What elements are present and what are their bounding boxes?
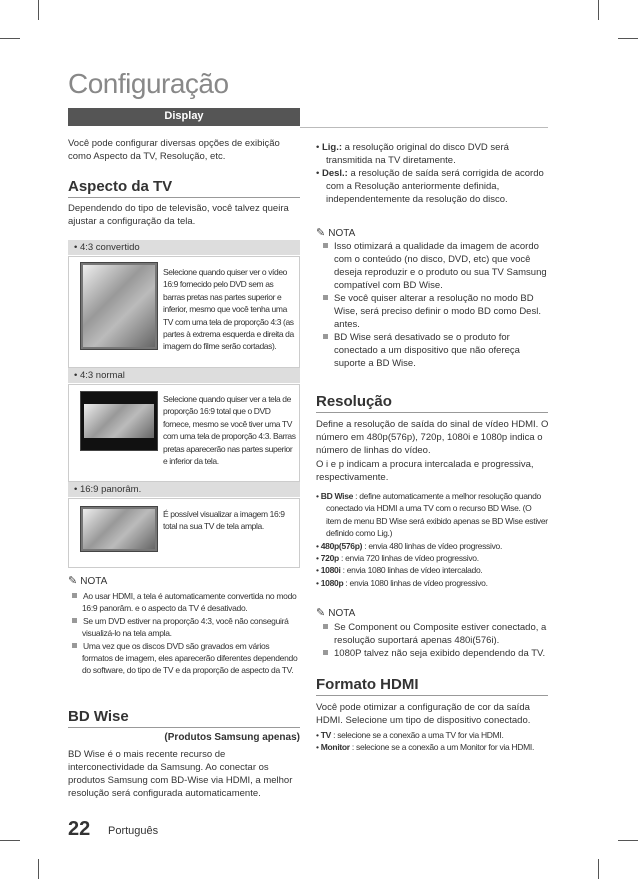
bullet-square-icon [323,243,328,248]
tv-43-letterbox-image [80,262,158,350]
note-list [68,590,300,677]
note-item: Se um DVD estiver na proporção 4:3, você não conseguirá visualizá-lo na tela ampla. [68,615,300,640]
note-list [318,240,548,370]
option-label: • 4:3 convertido [68,240,300,255]
bullet-square-icon [72,618,77,623]
option-description: Selecione quando quiser ver a tela de proporção 16:9 total que o DVD fornece, mesmo se você tiver uma TV com uma tela de proporção 4:3. Barras pretas aparecerão nas partes superior e inferior da tela. [163,394,296,467]
note-heading: ✎ NOTA [316,607,356,619]
list-item: • BD Wise : define automaticamente a melhor resolução quando conectado via HDMI a uma TV com o recurso BD Wise. (O item de menu BD Wise será exibido apenas se BD Wise estiver definido como Lig.) [316,491,548,539]
bdwise-rule [68,727,300,728]
note-item: 1080P talvez não seja exibido dependendo da TV. [318,647,548,660]
crop-mark [0,38,20,39]
pencil-icon: ✎ [316,227,326,239]
list-item: • 1080p : envia 1080 linhas de vídeo progressivo. [316,577,488,588]
hdmi-list [316,729,548,754]
bullet-square-icon [323,295,328,300]
resolution-text: Define a resolução de saída do sinal de vídeo HDMI. O número em 480p(576p), 720p, 1080i e 1080p indica o número de linhas do vídeo. [316,419,549,456]
resolution-list [316,490,548,589]
hdmi-heading: Formato HDMI [316,676,419,693]
crop-mark [598,0,599,20]
bullet-square-icon [323,334,328,339]
note-item: Ao usar HDMI, a tela é automaticamente convertida no modo 16:9 panorâm. e o aspecto da TV é desativado. [68,590,300,615]
list-item: • 1080i : envia 1080 linhas de vídeo intercalado. [316,565,483,576]
note-item: Isso otimizará a qualidade da imagem de acordo com o conteúdo (no disco, DVD, etc) que você deseja reproduzir e o produto ou sua TV Samsung compatível com BD Wise. [318,240,548,292]
crop-mark [598,859,599,879]
aspect-heading: Aspecto da TV [68,178,173,195]
option-description: É possível visualizar a imagem 16:9 total na sua TV de tela ampla. [163,509,285,532]
note-item: Uma vez que os discos DVD são gravados em vários formatos de imagem, eles aparecerão diferentes dependendo do software, do tipo de TV e da proporção de aspecto da TV. [68,640,300,677]
note-list [318,621,548,660]
note-heading: ✎ NOTA [316,227,356,239]
option-description: Selecione quando quiser ver o vídeo 16:9 fornecido pelo DVD sem as barras pretas nas partes superior e inferior, mesmo que você tenha uma TV com uma tela de proporção 4:3 (as partes à extrema esquerda e direita da imagem do filme serão cortadas). [163,267,294,352]
bdwise-heading: BD Wise [68,708,129,725]
section-banner-label: Display [164,110,204,122]
banner-divider [300,127,548,128]
bdwise-text: BD Wise é o mais recente recurso de interconectividade da Samsung. Ao conectar os produtos Samsung com BD-Wise via HDMI, a melhor resolução será configurada automaticamente. [68,749,293,799]
tv-169-wide-image [80,506,158,552]
pencil-icon: ✎ [68,575,78,587]
list-item: • 480p(576p) : envia 480 linhas de vídeo progressivo. [316,540,503,551]
note-item: BD Wise será desativado se o produto for conectado a um dispositivo que não ofereça suporte a BD Wise. [318,331,548,370]
resolution-heading: Resolução [316,393,392,410]
option-label: • 4:3 normal [68,368,300,383]
option-label: • 16:9 panorâm. [68,482,300,497]
section-banner [68,108,300,126]
note-item: Se Component ou Composite estiver conectado, a resolução suportará apenas 480i(576i). [318,621,548,647]
page-number: 22 [68,818,91,840]
aspect-text: Dependendo do tipo de televisão, você talvez queira ajustar a configuração da tela. [68,203,289,227]
crop-mark [0,840,20,841]
bullet-square-icon [323,624,328,629]
bullet-square-icon [72,593,77,598]
hdmi-text: Você pode otimizar a configuração de cor da saída HDMI. Selecione um tipo de dispositivo conectado. [316,702,531,726]
aspect-rule [68,197,300,198]
list-item: • 720p : envia 720 linhas de vídeo progressivo. [316,553,479,564]
pencil-icon: ✎ [316,607,326,619]
intro-text: Você pode configurar diversas opções de exibição como Aspecto da TV, Resolução, etc. [68,138,280,162]
crop-mark [618,38,638,39]
crop-mark [38,859,39,879]
note-heading: ✎ NOTA [68,575,108,587]
crop-mark [38,0,39,20]
crop-mark [618,840,638,841]
language-label: Português [108,825,159,837]
hdmi-rule [316,695,548,696]
tv-43-normal-image [80,391,158,451]
bdwise-options [316,141,548,206]
page-title: Configuração [68,68,229,99]
list-item: • TV : selecione se a conexão a uma TV for via HDMI. [316,730,504,740]
bdwise-subheading: (Produtos Samsung apenas) [164,732,300,743]
resolution-rule [316,412,548,413]
resolution-text: O i e p indicam a procura intercalada e progressiva, respectivamente. [316,459,534,483]
list-item: • Lig.: a resolução original do disco DVD será transmitida na TV diretamente. [316,142,509,166]
list-item: • Desl.: a resolução de saída será corrigida de acordo com a Resolução anteriormente definida, independentemente da resolução do disco. [316,168,544,205]
note-item: Se você quiser alterar a resolução no modo BD Wise, será preciso definir o modo BD como Desl. antes. [318,292,548,331]
bullet-square-icon [323,650,328,655]
bullet-square-icon [72,643,77,648]
list-item: • Monitor : selecione se a conexão a um Monitor for via HDMI. [316,742,535,753]
